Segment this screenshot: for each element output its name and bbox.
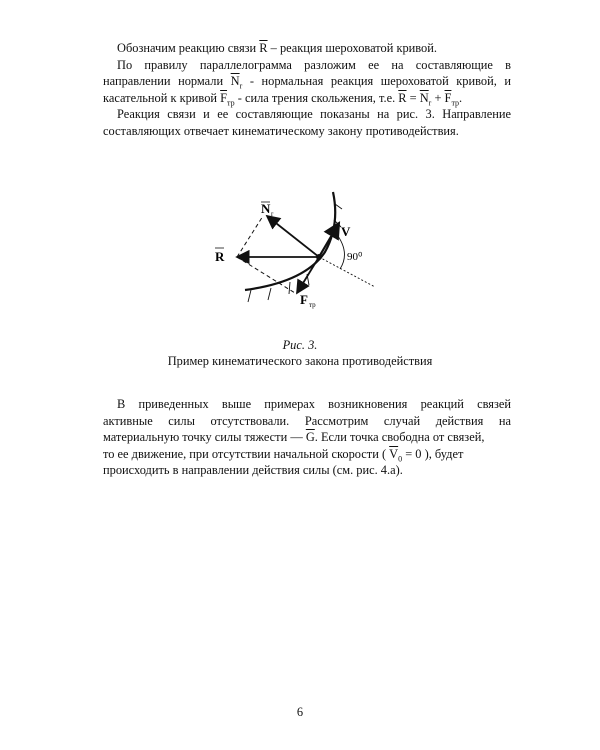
text-line: материальную точку силы тяжести — $\overline{G}$. Если точка свободна от связей,	[103, 430, 485, 444]
material-point	[316, 254, 322, 260]
page-number: 6	[296, 705, 304, 719]
text-line: касательной к кривой $\overline{F}_{тр}$ - сила трения скольжения, т.е. $\overline{R} = \overline{N}_r + \overline{F}_{тр}$.	[103, 90, 463, 107]
parallelogram-dash-bottom	[237, 257, 295, 293]
text-line: то ее движение, при отсутствии начальной скорости ( $\overline{V}_0 = 0$ ), будет	[103, 446, 464, 463]
text-line: Реакция связи и ее составляющие показаны на рис. 3. Направление	[117, 107, 511, 121]
text-line: происходить в направлении действия силы (см. рис. 4.а).	[103, 463, 403, 477]
label-F-sub: тр	[309, 301, 316, 309]
paragraph-gravity	[103, 396, 511, 479]
label-R: R	[215, 249, 225, 264]
figure-3-diagram	[195, 190, 395, 320]
figure-caption-number: Рис. 3.	[282, 338, 318, 352]
label-N-sub: r	[271, 210, 274, 218]
label-F: F	[300, 292, 308, 307]
label-N: N	[261, 201, 271, 216]
paragraph-reaction-definition	[103, 40, 511, 106]
normal-N-vector	[267, 216, 319, 257]
vector-F: $\overline{F}$	[220, 90, 228, 105]
vector-G: $\overline{G}$	[305, 430, 315, 444]
paragraph-figure-reference	[103, 106, 511, 139]
label-angle: 90⁰	[347, 251, 363, 263]
vector-N: $\overline{N}$	[230, 74, 240, 88]
text-line: Обозначим реакцию связи $\overline{R}$ – реакция шероховатой кривой.	[117, 41, 437, 55]
vector-R: $\overline{R}$	[259, 41, 268, 55]
figure-caption-text: Пример кинематического закона противодействия	[167, 354, 433, 368]
text-line: В приведенных выше примерах возникновения реакций связей	[117, 397, 511, 411]
text-line: направлении нормали $\overline{N}_r$ - нормальная реакция шероховатой кривой, и	[103, 74, 511, 91]
rough-curve	[245, 192, 335, 290]
parallelogram-dash-top	[237, 216, 263, 257]
velocity-V-vector	[319, 223, 339, 257]
text-line: По правилу параллелограмма разложим ее на составляющие в	[117, 57, 511, 72]
vector-V0: $\overline{V}$	[389, 446, 399, 461]
text-line: активные силы отсутствовали. Рассмотрим случай действия на	[103, 413, 511, 428]
text-line: составляющих отвечает кинематическому закону противодействия.	[103, 123, 459, 138]
label-V: V	[341, 224, 351, 239]
